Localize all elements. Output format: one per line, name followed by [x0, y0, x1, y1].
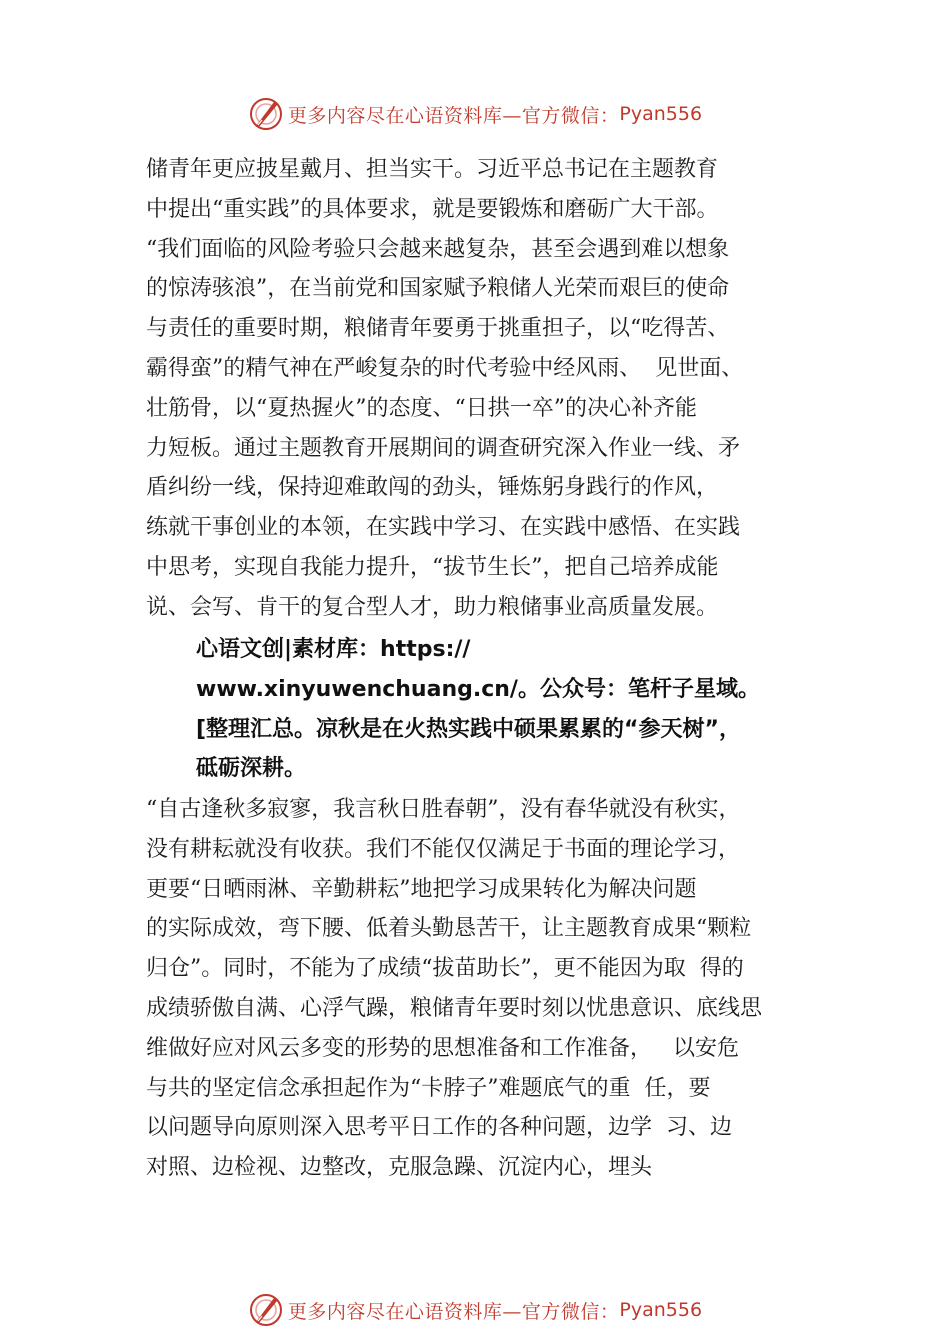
banner-wechat-id: Pyan556 [619, 1299, 703, 1321]
quill-pen-logo-icon [248, 1292, 284, 1328]
text-line: 的惊涛骇浪”，在当前党和国家赋予粮储人光荣而艰巨的使命 [146, 276, 730, 302]
text-line: 对照、边检视、边整改，克服急躁、沉淀内心，埋头 [146, 1155, 653, 1181]
source-note-line: 心语文创|素材库：https:// [196, 637, 471, 662]
text-line: 更要“日晒雨淋、辛勤耕耘”地把学习成果转化为解决问题 [146, 876, 697, 902]
source-note-line: [整理汇总。凉秋是在火热实践中硕果累累的“参天树”， [196, 716, 741, 742]
paragraph-2 [146, 790, 846, 1188]
text-line: 维做好应对风云多变的形势的思想准备和工作准备， 以安危 [146, 1035, 739, 1061]
header-banner [0, 92, 950, 136]
text-line: 力短板。通过主题教育开展期间的调查研究深入作业一线、矛 [146, 435, 741, 461]
text-line: 与责任的重要时期，粮储青年要勇于挑重担子，以“吃得苦、 [146, 316, 730, 342]
quill-pen-logo-icon [248, 96, 284, 132]
source-note-line: 砥砺深耕。 [196, 756, 307, 782]
text-line: 中思考，实现自我能力提升，“拔节生长”，把自己培养成能 [146, 554, 719, 580]
text-line: 没有耕耘就没有收获。我们不能仅仅满足于书面的理论学习， [146, 836, 741, 862]
text-line: 练就干事创业的本领，在实践中学习、在实践中感悟、在实践 [146, 515, 741, 541]
text-line: 盾纠纷一线，保持迎难敢闯的劲头，锤炼躬身践行的作风， [146, 475, 719, 501]
source-note-block [196, 630, 856, 789]
text-line: “我们面临的风险考验只会越来越复杂，甚至会遇到难以想象 [146, 236, 730, 262]
banner-text: 更多内容尽在心语资料库—官方微信： [287, 1300, 620, 1323]
text-line: 壮筋骨，以“夏热握火”的态度、“日拱一卒”的决心补齐能 [146, 395, 697, 421]
text-line: “自古逢秋多寂寥，我言秋日胜春朝”，没有春华就没有秋实， [146, 797, 741, 822]
text-line: 归仓”。同时，不能为了成绩“拔苗助长”，更不能因为取 得的 [146, 956, 744, 982]
text-line: 以问题导向原则深入思考平日工作的各种问题，边学 习、边 [146, 1115, 732, 1141]
text-line: 的实际成效，弯下腰、低着头勤恳苦干，让主题教育成果“颗粒 [146, 916, 752, 942]
source-note-url-line: www.xinyuwenchuang.cn/。公众号：笔杆子星域。 [196, 676, 760, 702]
text-line: 储青年更应披星戴月、担当实干。习近平总书记在主题教育 [146, 157, 719, 182]
footer-banner [0, 1288, 950, 1332]
text-line: 成绩骄傲自满、心浮气躁，粮储青年要时刻以忧患意识、底线思 [146, 995, 763, 1021]
text-line: 中提出“重实践”的具体要求，就是要锻炼和磨砺广大干部。 [146, 196, 719, 222]
paragraph-1 [146, 150, 846, 628]
text-line: 霸得蛮”的精气神在严峻复杂的时代考验中经风雨、 见世面、 [146, 355, 744, 381]
banner-text: 更多内容尽在心语资料库—官方微信： [287, 104, 620, 127]
text-line: 与共的坚定信念承担起作为“卡脖子”难题底气的重 任，要 [146, 1075, 711, 1101]
text-line: 说、会写、肯干的复合型人才，助力粮储事业高质量发展。 [146, 594, 719, 620]
banner-wechat-id: Pyan556 [619, 103, 703, 125]
